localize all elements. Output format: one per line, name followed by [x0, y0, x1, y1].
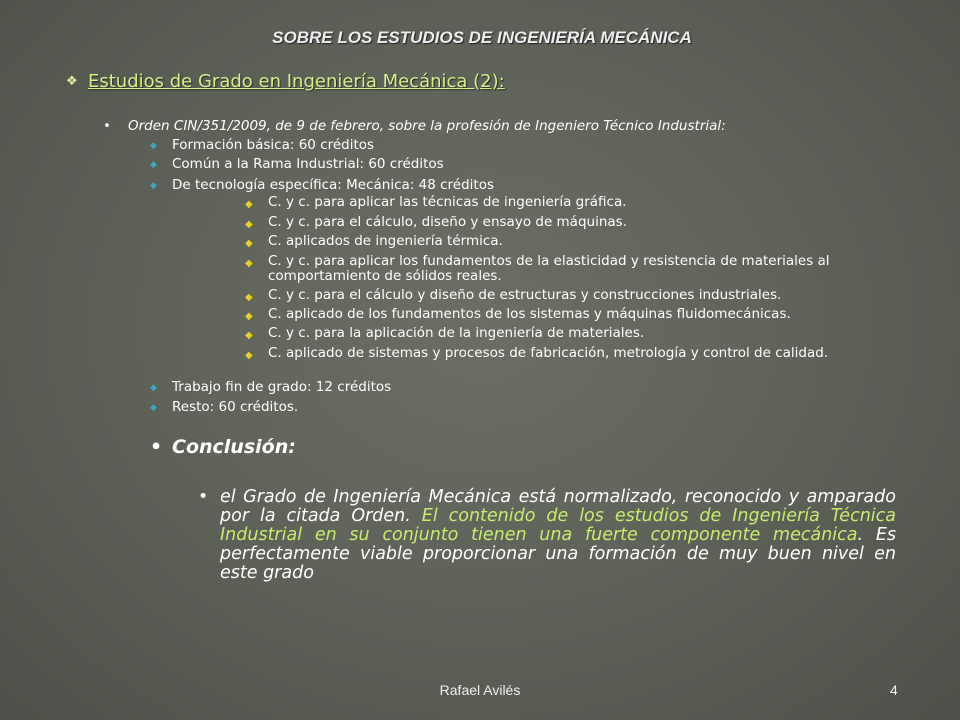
diamond-bullet-icon: ❖: [66, 73, 78, 89]
page-number: 4: [890, 682, 898, 698]
diamond-bullet-icon: ◆: [245, 219, 253, 230]
diamond-bullet-icon: ◆: [245, 330, 253, 341]
section-heading: [66, 68, 505, 94]
diamond-bullet-icon: ◆: [245, 292, 253, 303]
conclusion-text-part2: . Es perfectamente viable proporcionar una formación de muy buen nivel en este grado: [220, 525, 896, 583]
round-bullet-icon: •: [150, 436, 163, 458]
sub-list-item-text: C. aplicado de los fundamentos de los sistemas y máquinas fluidomecánicas.: [268, 306, 791, 322]
order-text: Orden CIN/351/2009, de 9 de febrero, sobre la profesión de Ingeniero Técnico Industrial:: [128, 118, 726, 134]
diamond-bullet-icon: ◆: [245, 238, 253, 249]
round-bullet-icon: •: [198, 487, 209, 507]
sub-list-item-text: C. y c. para la aplicación de la ingeniería de materiales.: [268, 325, 645, 341]
diamond-bullet-icon: ◆: [150, 141, 157, 151]
list-item-text: Formación básica: 60 créditos: [172, 137, 375, 153]
diamond-bullet-icon: ◆: [150, 403, 157, 413]
round-bullet-icon: •: [103, 118, 111, 134]
list-item-text: Trabajo fin de grado: 12 créditos: [172, 379, 392, 395]
list-item-text: Resto: 60 créditos.: [172, 399, 299, 415]
conclusion-highlight: El contenido de los estudios de Ingeniería Técnica Industrial en su conjunto tienen una fuerte componente mecánica: [220, 506, 896, 545]
conclusion-text-part1: el Grado de Ingeniería Mecánica está normalizado, reconocido y amparado por la citada Orden.: [220, 487, 896, 526]
sub-list-item-text: C. aplicados de ingeniería térmica.: [268, 233, 503, 249]
list-item-text: Común a la Rama Industrial: 60 créditos: [172, 156, 444, 172]
sub-list-item-text: C. y c. para aplicar los fundamentos de la elasticidad y resistencia de materiales al comportamiento de sólidos reales.: [268, 253, 830, 284]
list-item-text: De tecnología específica: Mecánica: 48 créditos: [172, 177, 494, 193]
sub-list-item-text: C. y c. para el cálculo y diseño de estructuras y construcciones industriales.: [268, 287, 782, 303]
conclusion-text: [220, 488, 896, 583]
diamond-bullet-icon: ◆: [150, 383, 157, 393]
sub-list-item-text: C. y c. para el cálculo, diseño y ensayo de máquinas.: [268, 214, 627, 230]
diamond-bullet-icon: ◆: [245, 199, 253, 210]
diamond-bullet-icon: ◆: [245, 258, 253, 269]
diamond-bullet-icon: ◆: [245, 311, 253, 322]
sub-list-item-text: C. aplicado de sistemas y procesos de fabricación, metrología y control de calidad.: [268, 345, 829, 361]
slide-title: SOBRE LOS ESTUDIOS DE INGENIERÍA MECÁNICA: [272, 28, 692, 47]
sub-list-item-text: C. y c. para aplicar las técnicas de ingeniería gráfica.: [268, 194, 627, 210]
diamond-bullet-icon: ◆: [245, 350, 253, 361]
section-heading-text: Estudios de Grado en Ingeniería Mecánica (2):: [88, 70, 505, 92]
diamond-bullet-icon: ◆: [150, 181, 157, 191]
conclusion-label: Conclusión:: [172, 436, 296, 458]
diamond-bullet-icon: ◆: [150, 160, 157, 170]
footer-author: Rafael Avilés: [439, 682, 521, 698]
